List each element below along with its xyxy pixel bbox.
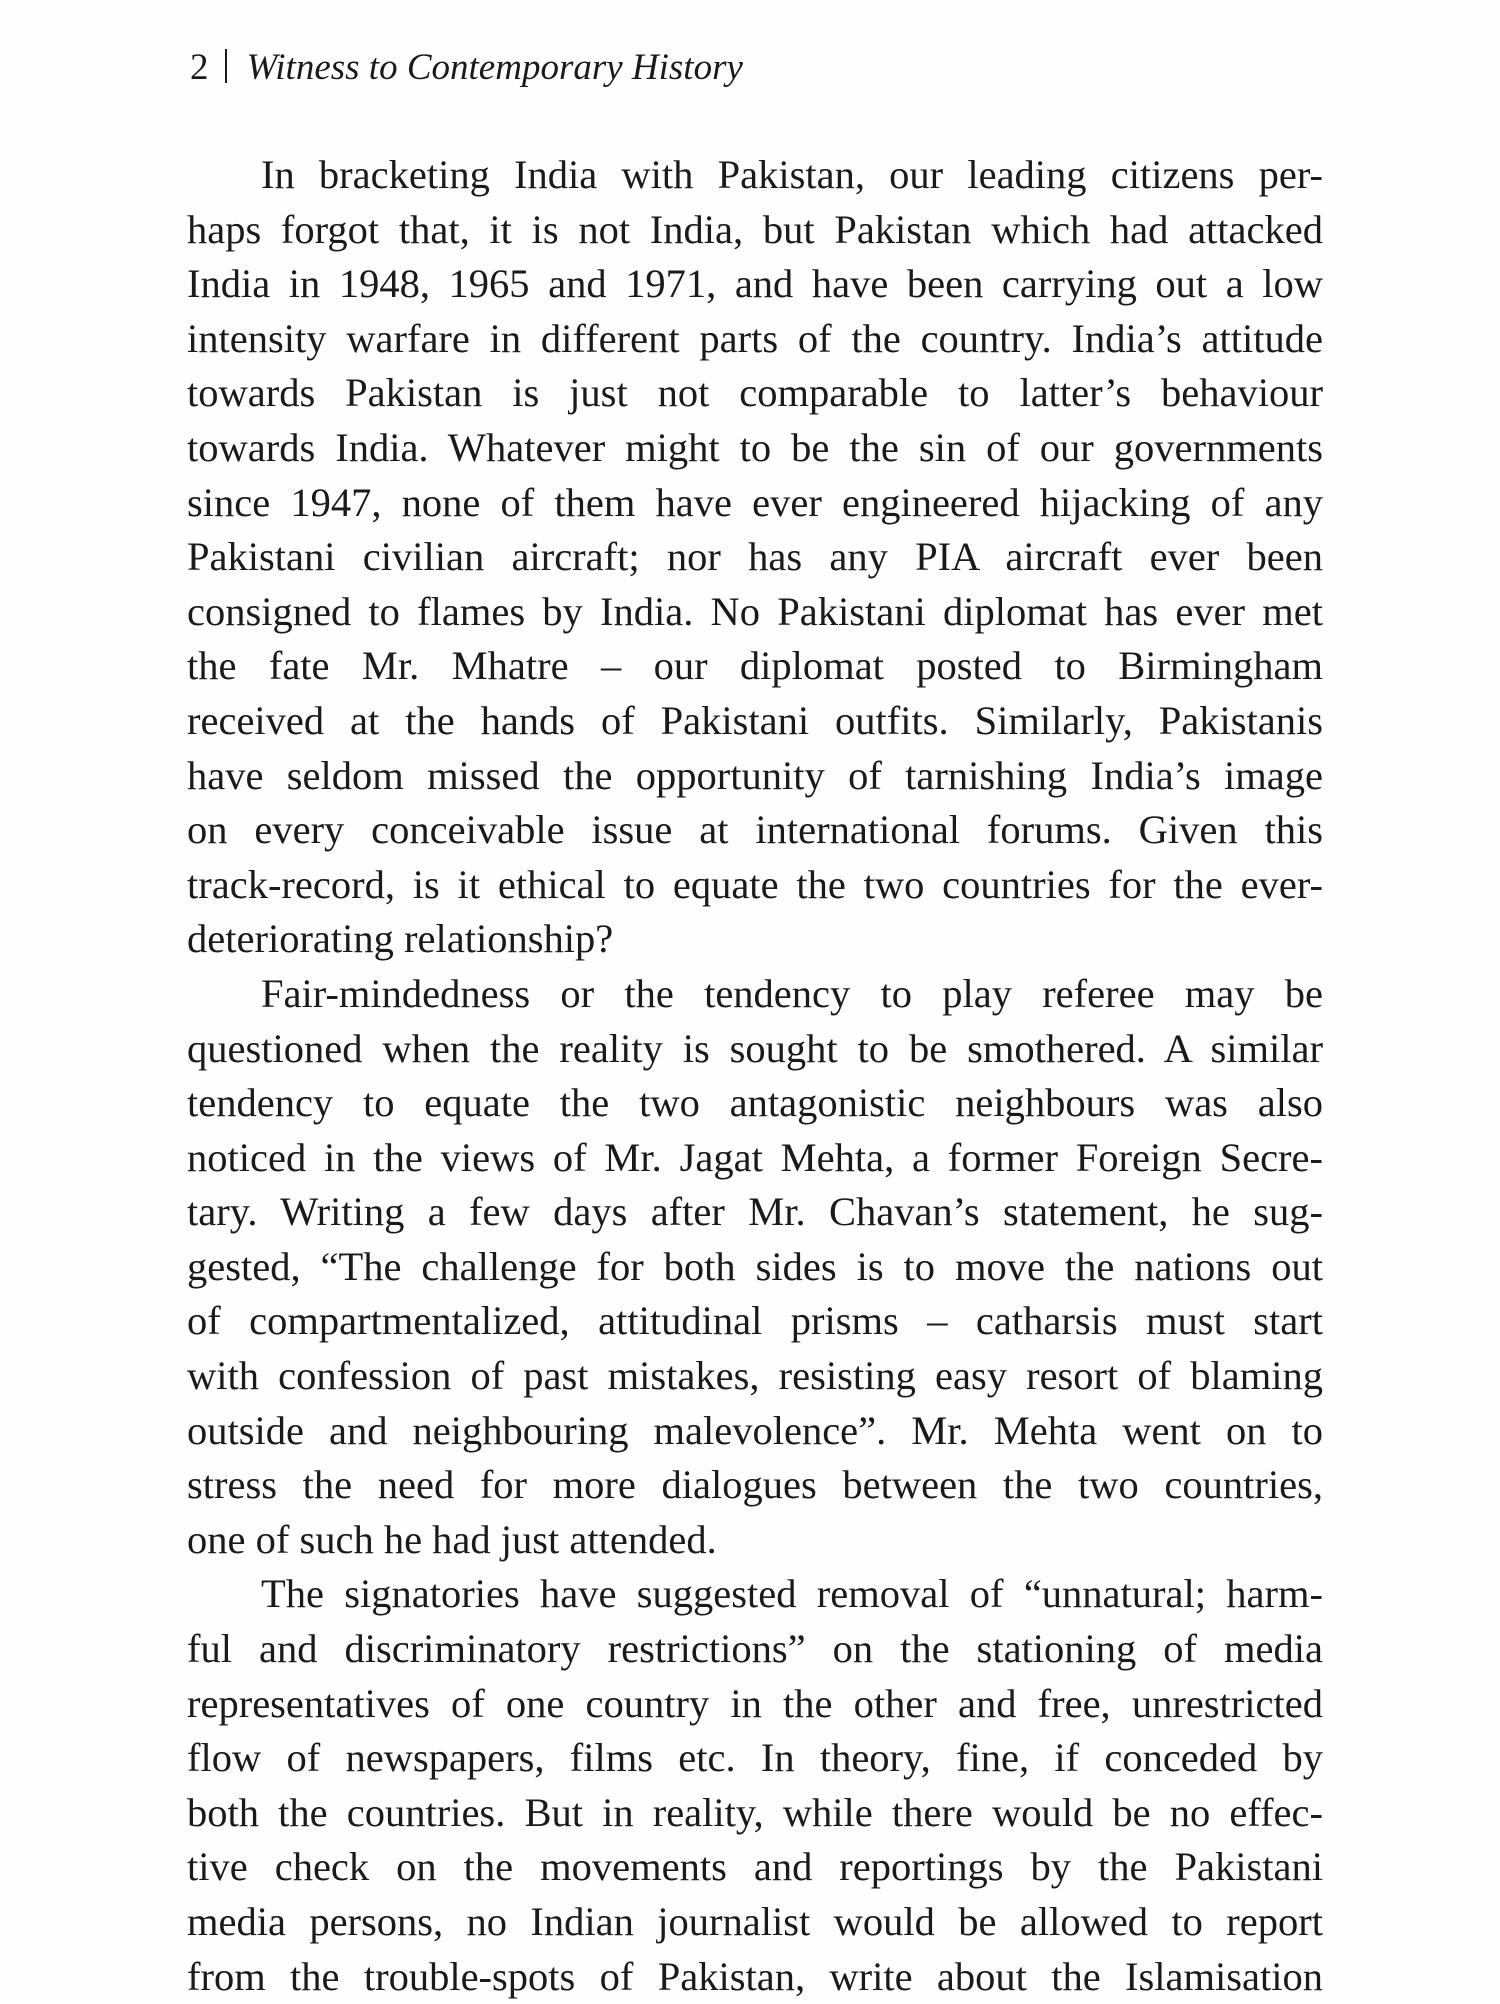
text-line: In bracketing India with Pakistan, our leading citizens per- <box>261 152 1323 197</box>
text-line: India in 1948, 1965 and 1971, and have been carrying out a low <box>187 261 1323 307</box>
text-line: gested, “The challenge for both sides is to move the nations out <box>187 1243 1323 1289</box>
text-line: intensity warfare in different parts of the country. India’s attitude <box>187 315 1323 361</box>
text-line: received at the hands of Pakistani outfits. Similarly, Pakistanis <box>187 697 1323 743</box>
text-line: towards Pakistan is just not comparable to latter’s behaviour <box>187 370 1323 416</box>
running-head <box>190 44 743 92</box>
text-line: noticed in the views of Mr. Jagat Mehta, a former Foreign Secre- <box>187 1134 1323 1180</box>
text-line: The signatories have suggested removal of “unnatural; harm- <box>261 1571 1323 1617</box>
text-line: outside and neighbouring malevolence”. Mr. Mehta went on to <box>187 1407 1323 1453</box>
text-line: both the countries. But in reality, while there would be no effec- <box>187 1789 1323 1835</box>
text-line: have seldom missed the opportunity of tarnishing India’s image <box>187 752 1323 798</box>
text-line: one of such he had just attended. <box>187 1516 717 1562</box>
text-line: from the trouble-spots of Pakistan, write about the Islamisation <box>187 1953 1323 1999</box>
paragraph-2 <box>187 967 1323 1568</box>
body-text <box>187 148 1323 2004</box>
text-line: since 1947, none of them have ever engineered hijacking of any <box>187 479 1323 525</box>
text-line: tendency to equate the two antagonistic neighbours was also <box>187 1080 1323 1126</box>
text-line: on every conceivable issue at international forums. Given this <box>187 807 1323 853</box>
text-line: media persons, no Indian journalist would be allowed to report <box>187 1899 1323 1944</box>
text-line: representatives of one country in the other and free, unrestricted <box>187 1680 1323 1726</box>
header-separator <box>225 49 227 83</box>
text-line: stress the need for more dialogues between the two countries, <box>187 1462 1323 1508</box>
text-line: Fair-mindedness or the tendency to play referee may be <box>261 970 1323 1016</box>
text-line: consigned to flames by India. No Pakistani diplomat has ever met <box>187 588 1323 634</box>
text-line: questioned when the reality is sought to be smothered. A similar <box>187 1025 1323 1071</box>
text-line: haps forgot that, it is not India, but Pakistan which had attacked <box>187 206 1323 252</box>
text-line: flow of newspapers, films etc. In theory, fine, if conceded by <box>187 1735 1323 1781</box>
text-line: Pakistani civilian aircraft; nor has any PIA aircraft ever been <box>187 534 1323 580</box>
paragraph-3 <box>187 1567 1323 2004</box>
text-line: tive check on the movements and reportings by the Pakistani <box>187 1844 1323 1890</box>
page-number: 2 <box>190 47 209 88</box>
book-title: Witness to Contemporary History <box>246 47 743 88</box>
text-line: tary. Writing a few days after Mr. Chavan’s statement, he sug- <box>187 1189 1323 1235</box>
text-line: of compartmentalized, attitudinal prisms – catharsis must start <box>187 1298 1323 1344</box>
text-line: deteriorating relationship? <box>187 916 614 962</box>
text-line: ful and discriminatory restrictions” on the stationing of media <box>187 1626 1323 1672</box>
text-line: towards India. Whatever might to be the sin of our governments <box>187 424 1323 470</box>
text-line: the fate Mr. Mhatre – our diplomat posted to Birmingham <box>187 643 1323 689</box>
text-line: track-record, is it ethical to equate the two countries for the ever- <box>187 861 1323 907</box>
text-line: with confession of past mistakes, resisting easy resort of blaming <box>187 1353 1323 1399</box>
paragraph-1 <box>187 148 1323 967</box>
